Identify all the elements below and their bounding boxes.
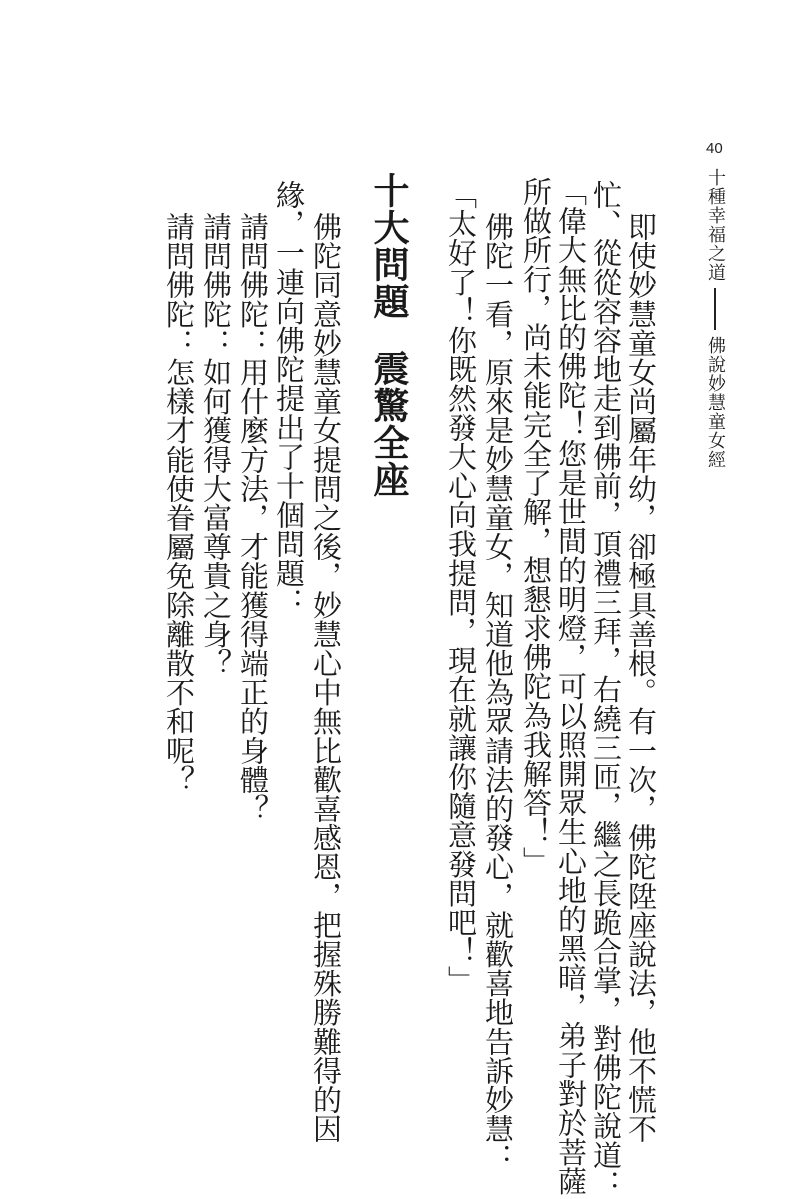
running-header [705,168,725,469]
header-dash-divider [714,288,716,330]
text-column: 「太好了！你既然發大心向我提問，現在就讓你隨意發問吧！」 [444,180,478,995]
list-item: 請問佛陀：用什麼方法，才能獲得端正的身體？ [236,212,270,824]
section-heading [368,172,408,498]
section-heading-main: 十大問題 [368,172,409,320]
text-column: 佛陀同意妙慧童女提問之後，妙慧心中無比歡喜感恩，把握殊勝難得的因 [309,212,343,1144]
text-column: 所做所行，尚未能完全了解，想懇求佛陀為我解答！」 [519,177,553,876]
text-column: 「偉大無比的佛陀！您是世間的明燈，可以照開眾生心地的黑暗，弟子對於菩薩 [554,177,588,1196]
page-number: 40 [706,140,723,157]
text-column: 忙、從從容容地走到佛前，頂禮三拜，右繞三匝，繼之長跪合掌，對佛陀說道： [589,180,623,1199]
list-item: 請問佛陀：如何獲得大富尊貴之身？ [199,212,233,678]
text-column: 佛陀一看，原來是妙慧童女，知道他為眾請法的發心，就歡喜地告訴妙慧： [481,212,515,1173]
text-column: 緣，一連向佛陀提出了十個問題： [272,180,306,617]
text-column: 即使妙慧童女尚屬年幼，卻極具善根。有一次，佛陀陞座說法，他不慌不 [624,212,658,1144]
book-title: 十種幸福之道 [705,168,726,282]
section-heading-sub: 震驚全座 [368,350,409,498]
list-item: 請問佛陀：怎樣才能使眷屬免除離散不和呢？ [162,212,196,794]
chapter-title: 佛說妙慧童女經 [705,336,726,469]
